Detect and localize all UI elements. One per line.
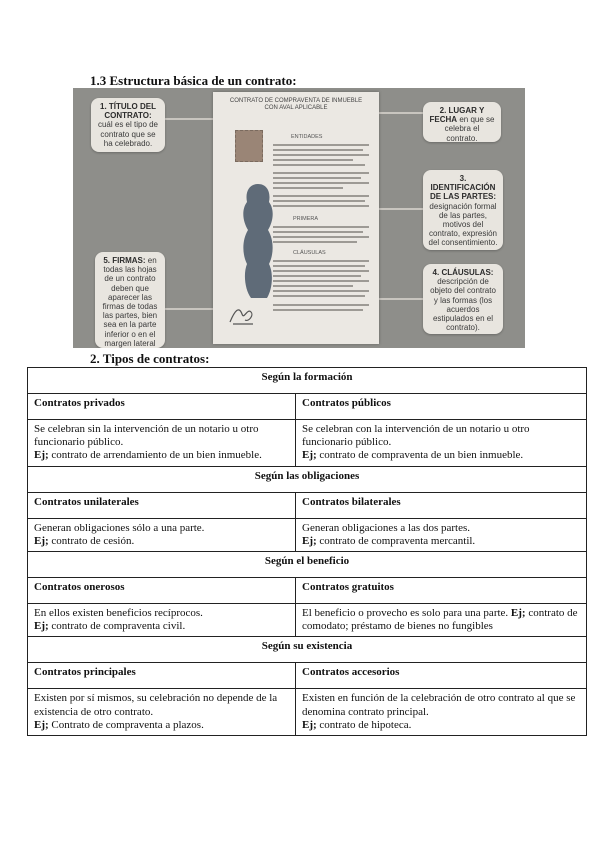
text-line <box>273 226 369 228</box>
section-row <box>28 466 587 492</box>
example-text: Contrato de compraventa a plazos. <box>48 718 204 731</box>
card-lugar-title: 2. LUGAR Y FECHA <box>429 106 485 125</box>
description-text: Se celebran sin la intervención de un notario u otro funcionario público. <box>34 423 259 449</box>
type-description <box>296 518 587 551</box>
type-header: Contratos unilaterales <box>28 492 296 518</box>
type-header: Contratos onerosos <box>28 577 296 603</box>
section-title: Según el beneficio <box>28 551 587 577</box>
example-text: contrato de arrendamiento de un bien inmueble. <box>48 449 262 462</box>
text-line <box>273 144 369 146</box>
type-description <box>28 518 296 551</box>
header-row <box>28 663 587 689</box>
types-heading: 2. Tipos de contratos: <box>90 351 210 366</box>
text-line <box>273 172 369 174</box>
sheet-title: CONTRATO DE COMPRAVENTA DE INMUEBLE CON AVAL APLICABLE <box>229 98 363 112</box>
description-text: El beneficio o provecho es solo para una parte. <box>302 606 511 619</box>
text-line <box>273 187 343 189</box>
text-line <box>273 205 369 207</box>
type-header: Contratos bilaterales <box>296 492 587 518</box>
card-titulo-text: cuál es el tipo de contrato que se ha celebrado. <box>97 120 159 148</box>
card-clausulas-text: descripción de objeto del contrato y las formas (los acuerdos estipulados en el contrato). <box>430 277 496 333</box>
example-label: Ej; <box>510 606 526 619</box>
description-row <box>28 518 587 551</box>
text-line <box>273 154 369 156</box>
card-clausulas-title: 4. CLÁUSULAS: <box>432 268 494 277</box>
example-label: Ej; <box>302 449 317 462</box>
example-label: Ej; <box>34 620 49 633</box>
card-firmas-text: en todas las hojas de un contrato deben que aparecer las firmas de todas las partes, bien sea en la parte inferior o en el margen lateral <box>102 256 158 348</box>
example-label: Ej; <box>302 534 317 547</box>
description-row <box>28 689 587 736</box>
example-text: contrato de compraventa de un bien inmueble. <box>316 449 524 462</box>
text-line <box>273 159 353 161</box>
example-text: contrato de cesión. <box>48 534 135 547</box>
description-text: Generan obligaciones sólo a una parte. <box>34 521 205 534</box>
example-label: Ej; <box>34 718 49 731</box>
card-identificacion-text: designación formal de las partes, motivos del contrato, expresión del consentimiento. <box>428 201 498 248</box>
text-line <box>273 290 369 292</box>
type-description <box>28 603 296 636</box>
sheet-section-primera: PRIMERA <box>293 216 319 222</box>
card-titulo-title: 1. TÍTULO DEL CONTRATO: <box>100 102 156 121</box>
connector-line <box>379 298 423 300</box>
structure-heading: 1.3 Estructura básica de un contrato: <box>90 73 297 88</box>
contract-types-table <box>27 367 587 736</box>
card-lugar-text: en que se celebra el contrato. <box>444 115 495 143</box>
text-line <box>273 177 361 179</box>
example-label: Ej; <box>302 718 317 731</box>
text-line <box>273 265 365 267</box>
card-identificacion <box>423 170 503 250</box>
section-row <box>28 368 587 394</box>
type-header: Contratos privados <box>28 394 296 420</box>
connector-line <box>165 118 215 120</box>
text-line <box>273 182 369 184</box>
header-row <box>28 394 587 420</box>
card-firmas-title: 5. FIRMAS: <box>103 256 146 265</box>
text-line <box>273 149 363 151</box>
example-text: contrato de compraventa mercantil. <box>316 534 476 547</box>
text-line <box>273 200 365 202</box>
example-text: contrato de comodato; préstamo de bienes no fungibles <box>302 606 578 633</box>
type-description <box>296 420 587 467</box>
description-text: Se celebran con la intervención de un notario u otro funcionario público. <box>302 423 530 449</box>
contract-structure-photo <box>73 88 525 348</box>
example-label: Ej; <box>34 449 49 462</box>
section-title: Según su existencia <box>28 637 587 663</box>
text-line <box>273 309 363 311</box>
type-header: Contratos públicos <box>296 394 587 420</box>
card-titulo <box>91 98 165 152</box>
text-line <box>273 236 369 238</box>
connector-line <box>165 308 215 310</box>
header-row <box>28 492 587 518</box>
example-text: contrato de compraventa civil. <box>48 620 186 633</box>
text-line <box>273 280 369 282</box>
text-line <box>273 164 365 166</box>
section-row <box>28 637 587 663</box>
section-title: Según las obligaciones <box>28 466 587 492</box>
signature-drawing <box>227 300 257 328</box>
section-title: Según la formación <box>28 368 587 394</box>
card-clausulas <box>423 264 503 334</box>
description-text: En ellos existen beneficios recíprocos. <box>34 606 203 619</box>
stamp-image <box>235 130 263 162</box>
type-description <box>28 689 296 736</box>
type-description <box>296 603 587 636</box>
text-line <box>273 295 365 297</box>
description-text: Generan obligaciones a las dos partes. <box>302 521 470 534</box>
text-line <box>273 270 369 272</box>
description-row <box>28 420 587 467</box>
description-row <box>28 603 587 636</box>
example-label: Ej; <box>34 534 49 547</box>
connector-line <box>379 208 423 210</box>
type-header: Contratos gratuitos <box>296 577 587 603</box>
text-line <box>273 304 369 306</box>
type-description <box>296 689 587 736</box>
redacted-silhouette <box>239 182 277 300</box>
text-line <box>273 195 369 197</box>
header-row <box>28 577 587 603</box>
card-firmas <box>95 252 165 348</box>
type-header: Contratos accesorios <box>296 663 587 689</box>
text-line <box>273 285 353 287</box>
text-line <box>273 260 369 262</box>
sheet-section-entidades: ENTIDADES <box>291 134 323 140</box>
example-text: contrato de hipoteca. <box>316 718 412 731</box>
sheet-section-clausulas: CLÁUSULAS <box>293 250 326 256</box>
text-line <box>273 231 363 233</box>
description-text: Existen en función de la celebración de otro contrato al que se denomina contrato principal. <box>302 692 576 718</box>
section-row <box>28 551 587 577</box>
card-identificacion-title: 3. IDENTIFICACIÓN DE LAS PARTES: <box>429 174 497 202</box>
text-line <box>273 241 357 243</box>
type-description <box>28 420 296 467</box>
connector-line <box>379 112 423 114</box>
contract-sheet <box>213 92 379 344</box>
text-line <box>273 275 361 277</box>
type-header: Contratos principales <box>28 663 296 689</box>
description-text: Existen por sí mismos, su celebración no depende de la existencia de otro contrato. <box>34 692 278 718</box>
card-lugar-fecha <box>423 102 501 142</box>
